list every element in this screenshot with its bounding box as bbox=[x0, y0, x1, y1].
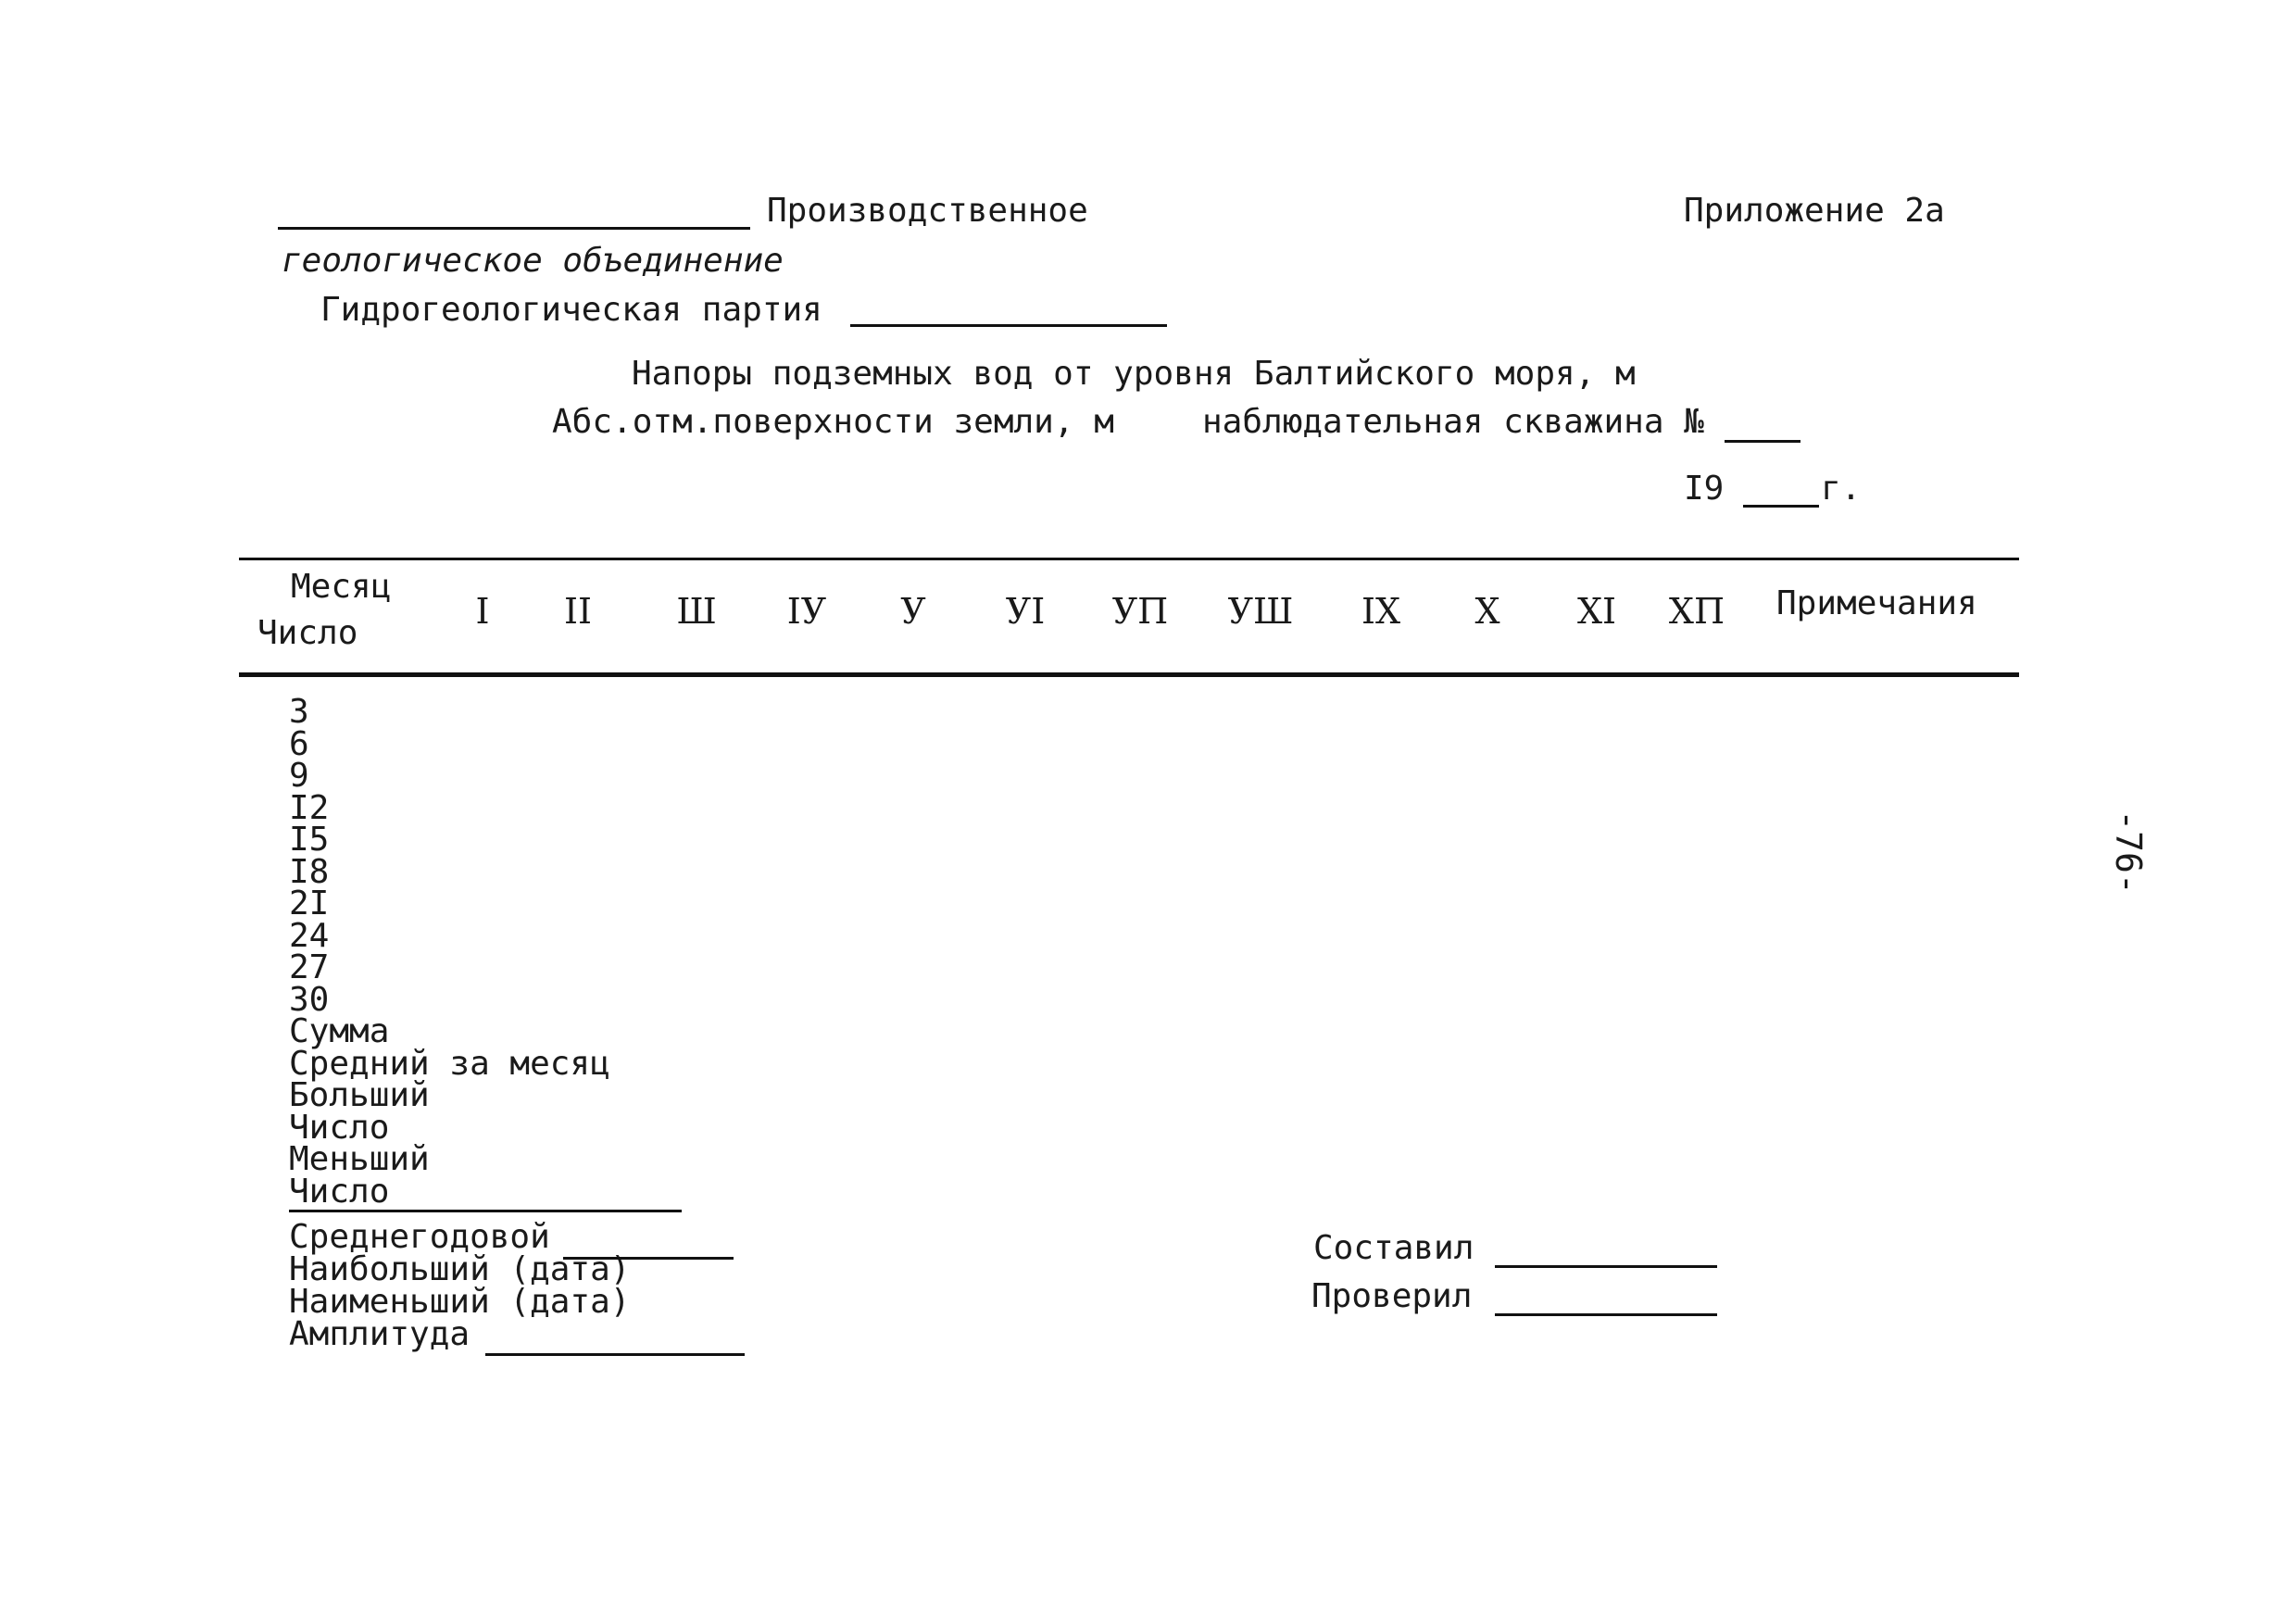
header-day: Число bbox=[257, 614, 358, 652]
header-notes: Примечания bbox=[1776, 584, 1977, 622]
min-date-label: Наименьший (дата) bbox=[289, 1283, 631, 1321]
stat-row-max: Больший bbox=[289, 1076, 430, 1114]
annual-mean-label: Среднегодовой bbox=[289, 1218, 550, 1256]
checked-label: Проверил bbox=[1311, 1277, 1473, 1315]
day-row: 30 bbox=[289, 980, 330, 1019]
month-col-8: УШ bbox=[1227, 591, 1294, 632]
summary-block bbox=[289, 1218, 631, 1353]
year-blank bbox=[1743, 505, 1819, 508]
page-number: -76- bbox=[2107, 810, 2149, 895]
compiled-blank bbox=[1495, 1265, 1717, 1268]
org-name-blank bbox=[278, 227, 750, 230]
compiled-label: Составил bbox=[1313, 1229, 1474, 1267]
party-blank bbox=[850, 324, 1167, 327]
stat-row-min-day: Число bbox=[289, 1172, 390, 1211]
month-col-2: II bbox=[563, 591, 593, 632]
table-header-bottom-rule bbox=[239, 672, 2019, 677]
amplitude-blank bbox=[485, 1353, 745, 1356]
day-row: 6 bbox=[289, 724, 309, 763]
stat-row-max-day: Число bbox=[289, 1108, 390, 1147]
month-col-7: УП bbox=[1111, 591, 1169, 632]
day-row: 27 bbox=[289, 948, 330, 986]
day-row: I2 bbox=[289, 788, 330, 827]
rows-bottom-rule bbox=[289, 1210, 682, 1212]
annual-mean-blank bbox=[563, 1257, 734, 1260]
appendix-label: Приложение 2а bbox=[1684, 192, 1945, 230]
day-row: I5 bbox=[289, 821, 330, 859]
month-col-4: IУ bbox=[786, 591, 827, 632]
org-line-1: Производственное bbox=[767, 192, 1088, 230]
amplitude-label: Амплитуда bbox=[289, 1315, 470, 1353]
abs-mark-label: Абс.отм.поверхности земли, м bbox=[552, 403, 1114, 441]
annual-mean-row bbox=[289, 1218, 630, 1256]
month-col-9: IX bbox=[1361, 591, 1401, 632]
month-col-6: УI bbox=[1005, 591, 1046, 632]
table-top-rule bbox=[239, 558, 2019, 560]
year-prefix: I9 bbox=[1684, 470, 1725, 508]
month-col-5: У bbox=[900, 591, 926, 632]
max-date-label: Наибольший (дата) bbox=[289, 1250, 631, 1288]
well-number-blank bbox=[1725, 440, 1800, 443]
stat-row-min: Меньший bbox=[289, 1140, 430, 1178]
min-date-row bbox=[289, 1283, 631, 1321]
day-row: 9 bbox=[289, 757, 309, 795]
header-month: Месяц bbox=[291, 568, 392, 606]
amplitude-row bbox=[289, 1315, 630, 1353]
day-rows bbox=[289, 693, 610, 1211]
stat-row-mean: Средний за месяц bbox=[289, 1044, 610, 1083]
checked-blank bbox=[1495, 1313, 1717, 1316]
month-col-1: I bbox=[475, 591, 490, 632]
stat-row-sum: Сумма bbox=[289, 1012, 390, 1050]
month-col-12: XП bbox=[1668, 591, 1725, 632]
day-row: 2I bbox=[289, 885, 330, 922]
day-row: I8 bbox=[289, 852, 330, 891]
month-col-3: Ш bbox=[676, 591, 717, 632]
year-suffix: г. bbox=[1821, 470, 1862, 508]
org-line-2: геологическое объединение bbox=[282, 242, 784, 280]
day-row: 3 bbox=[289, 693, 309, 731]
month-col-11: XI bbox=[1576, 591, 1617, 632]
month-col-10: X bbox=[1474, 591, 1500, 632]
day-row: 24 bbox=[289, 916, 330, 955]
well-label: наблюдательная скважина № bbox=[1202, 403, 1704, 441]
party-label: Гидрогеологическая партия bbox=[320, 291, 822, 329]
heads-title: Напоры подземных вод от уровня Балтийского моря, м bbox=[632, 355, 1636, 393]
